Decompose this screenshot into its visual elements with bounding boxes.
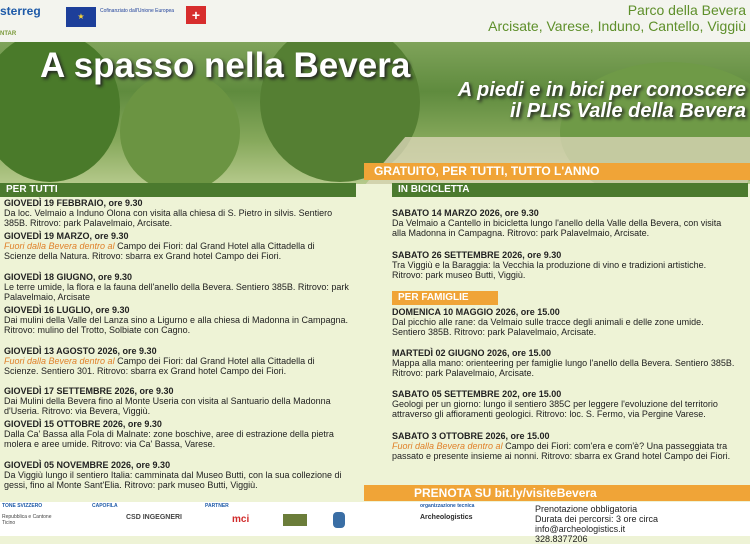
event-item <box>4 272 349 302</box>
event-item <box>4 198 349 228</box>
event-date: GIOVEDÌ 16 LUGLIO, ore 9.30 <box>4 305 130 315</box>
swiss-flag-icon: + <box>186 6 206 24</box>
footer-label: PARTNER <box>205 503 229 509</box>
contact-line: Prenotazione obbligatoria <box>535 504 638 514</box>
event-item <box>4 386 349 416</box>
ntar-label: NTAR <box>0 31 17 37</box>
event-text: Da Viggiù lungo il sentiero Italia: camminata dal Museo Butti, con la sua collezione di gessi, fino al Monte Sant'Elia. Ritrovo: park museo Butti, Viggiù. <box>4 470 342 490</box>
event-text: Geologi per un giorno: lungo il sentiero 385C per leggere l'evoluzione del territorio attraverso gli affioramenti geologici. Ritrovo: loc. S. Fermo, via Pergine Varese. <box>392 399 718 419</box>
event-text: Mappa alla mano: orienteering per famiglie lungo l'anello della Bevera. Sentiero 385B. Ritrovo: park Palavelmaio, Arcisate. <box>392 358 735 378</box>
event-item <box>4 231 349 261</box>
event-text: Dai mulini della Valle del Lanza sino a Ligurno e alla chiesa di Madonna in Campagna. Ritrovo: mulino del Trotto, Solbiate con Cagno. <box>4 315 349 335</box>
section-per-famiglie: PER FAMIGLIE <box>392 291 498 305</box>
event-date: GIOVEDÌ 19 MARZO, ore 9.30 <box>4 231 129 241</box>
event-item <box>392 307 737 337</box>
booking-link[interactable]: PRENOTA SU bit.ly/visiteBevera <box>364 485 750 501</box>
event-highlight: Fuori dalla Bevera dentro al <box>4 356 115 366</box>
event-item <box>392 431 737 461</box>
poster-title: A spasso nella Bevera <box>40 46 411 85</box>
parco-header <box>488 2 746 34</box>
event-highlight: Fuori dalla Bevera dentro al <box>4 241 115 251</box>
top-logo-bar <box>0 0 750 42</box>
contact-email[interactable]: info@archeologistics.it <box>535 524 626 534</box>
free-banner: GRATUITO, PER TUTTI, TUTTO L'ANNO <box>364 163 750 180</box>
event-date: GIOVEDÌ 17 SETTEMBRE 2026, ore 9.30 <box>4 386 174 396</box>
event-date: SABATO 3 OTTOBRE 2026, ore 15.00 <box>392 431 550 441</box>
event-date: SABATO 05 SETTEMBRE 202, ore 15.00 <box>392 389 562 399</box>
event-text: Dai Mulini della Bevera fino al Monte Useria con visita al Santuario della Madonna d'Useria. Ritrovo: via Bevera, Viggiù. <box>4 396 331 416</box>
tree-shape <box>120 72 240 184</box>
section-per-tutti: PER TUTTI <box>0 183 356 197</box>
coat-of-arms-icon <box>333 512 345 528</box>
event-text: Campo dei Fiori: com'era e com'è? Una passeggiata tra passato e presente insieme ai nonni. Ritrovo: sbarra ex Grand hotel Campo dei Fiori. <box>392 441 731 461</box>
csd-logo: CSD INGEGNERI <box>126 514 183 521</box>
event-item <box>392 389 737 419</box>
event-date: SABATO 14 MARZO 2026, ore 9.30 <box>392 208 539 218</box>
event-item <box>392 208 737 238</box>
event-text: Dal picchio alle rane: da Velmaio sulle tracce degli animali e delle zone umide. Sentiero 385B. Ritrovo: park Palavelmaio, Arcisate. <box>392 317 704 337</box>
event-item <box>4 305 349 335</box>
footer-partners <box>0 502 750 544</box>
event-text: Campo dei Fiori: dal Grand Hotel alla Cittadella di Scienze. Sentiero 301. Ritrovo: sbarra ex Grand hotel Campo dei Fiori. <box>4 356 315 376</box>
contact-phone: 328.8377206 <box>535 534 588 544</box>
event-date: GIOVEDÌ 05 NOVEMBRE 2026, ore 9.30 <box>4 460 171 470</box>
event-date: DOMENICA 10 MAGGIO 2026, ore 15.00 <box>392 307 560 317</box>
event-text: Dalla Ca' Bassa alla Fola di Malnate: zone boschive, aree di estrazione della pietra molera e aree umide. Ritrovo: via Ca' Bassa, Varese. <box>4 429 334 449</box>
contact-line: Durata dei percorsi: 3 ore circa <box>535 514 659 524</box>
event-date: GIOVEDÌ 19 FEBBRAIO, ore 9.30 <box>4 198 143 208</box>
event-text: Tra Viggiù e la Baraggia: la Vecchia la produzione di vino e tradizioni artistiche. Ritrovo: park museo Butti, Viggiù. <box>392 260 707 280</box>
event-date: GIOVEDÌ 13 AGOSTO 2026, ore 9.30 <box>4 346 157 356</box>
interreg-sub <box>0 19 70 24</box>
event-date: GIOVEDÌ 15 OTTOBRE 2026, ore 9.30 <box>4 419 162 429</box>
archeologistics-logo: Archeologistics <box>420 514 473 521</box>
event-text: Le terre umide, la flora e la fauna dell'anello della Bevera. Sentiero 385B. Ritrovo: park Palavelmaio, Arcisate <box>4 282 349 302</box>
event-item <box>392 250 737 280</box>
event-text: Da loc. Velmaio a Induno Olona con visita alla chiesa di S. Pietro in silvis. Sentiero 385B. Ritrovo: park Palavelmaio, Arcisate. <box>4 208 333 228</box>
eu-flag-icon: ★ <box>66 7 96 27</box>
event-item <box>392 348 737 378</box>
poster-subtitle <box>458 80 746 122</box>
footer-label: organizzazione tecnica <box>420 503 475 509</box>
section-in-bicicletta: IN BICICLETTA <box>392 183 748 197</box>
parco-towns: Arcisate, Varese, Induno, Cantello, Viggiù <box>488 18 746 34</box>
ticino-logo: Repubblica e Cantone Ticino <box>2 514 52 526</box>
event-date: GIOVEDÌ 18 GIUGNO, ore 9.30 <box>4 272 133 282</box>
event-text: Campo dei Fiori: dal Grand Hotel alla Cittadella di Scienze della Natura. Ritrovo: sbarra ex Grand hotel Campo dei Fiori. <box>4 241 315 261</box>
interreg-logo: sterreg <box>0 4 41 18</box>
footer-label: TONE SVIZZERO <box>2 503 43 509</box>
parco-title: Parco della Bevera <box>627 2 746 18</box>
mci-logo: mci <box>232 514 250 525</box>
subtitle-line2: il PLIS Valle della Bevera <box>509 100 746 122</box>
event-item <box>4 346 349 376</box>
event-highlight: Fuori dalla Bevera dentro al <box>392 441 503 451</box>
event-item <box>4 460 349 490</box>
eu-cofinance-text: Cofinanziato dall'Unione Europea <box>100 8 175 14</box>
footer-label: CAPOFILA <box>92 503 118 509</box>
event-text: Da Velmaio a Cantello in bicicletta lungo l'anello della Valle della Bevera, con visita alla Madonna in Campagna. Ritrovo: park Palavelmaio, Arcisate. <box>392 218 722 238</box>
event-date: SABATO 26 SETTEMBRE 2026, ore 9.30 <box>392 250 562 260</box>
event-date: MARTEDÌ 02 GIUGNO 2026, ore 15.00 <box>392 348 552 358</box>
contact-info <box>535 504 658 544</box>
subtitle-line1: A piedi e in bici per conoscere <box>457 79 746 101</box>
partner-logo-icon <box>283 514 307 526</box>
event-item <box>4 419 349 449</box>
